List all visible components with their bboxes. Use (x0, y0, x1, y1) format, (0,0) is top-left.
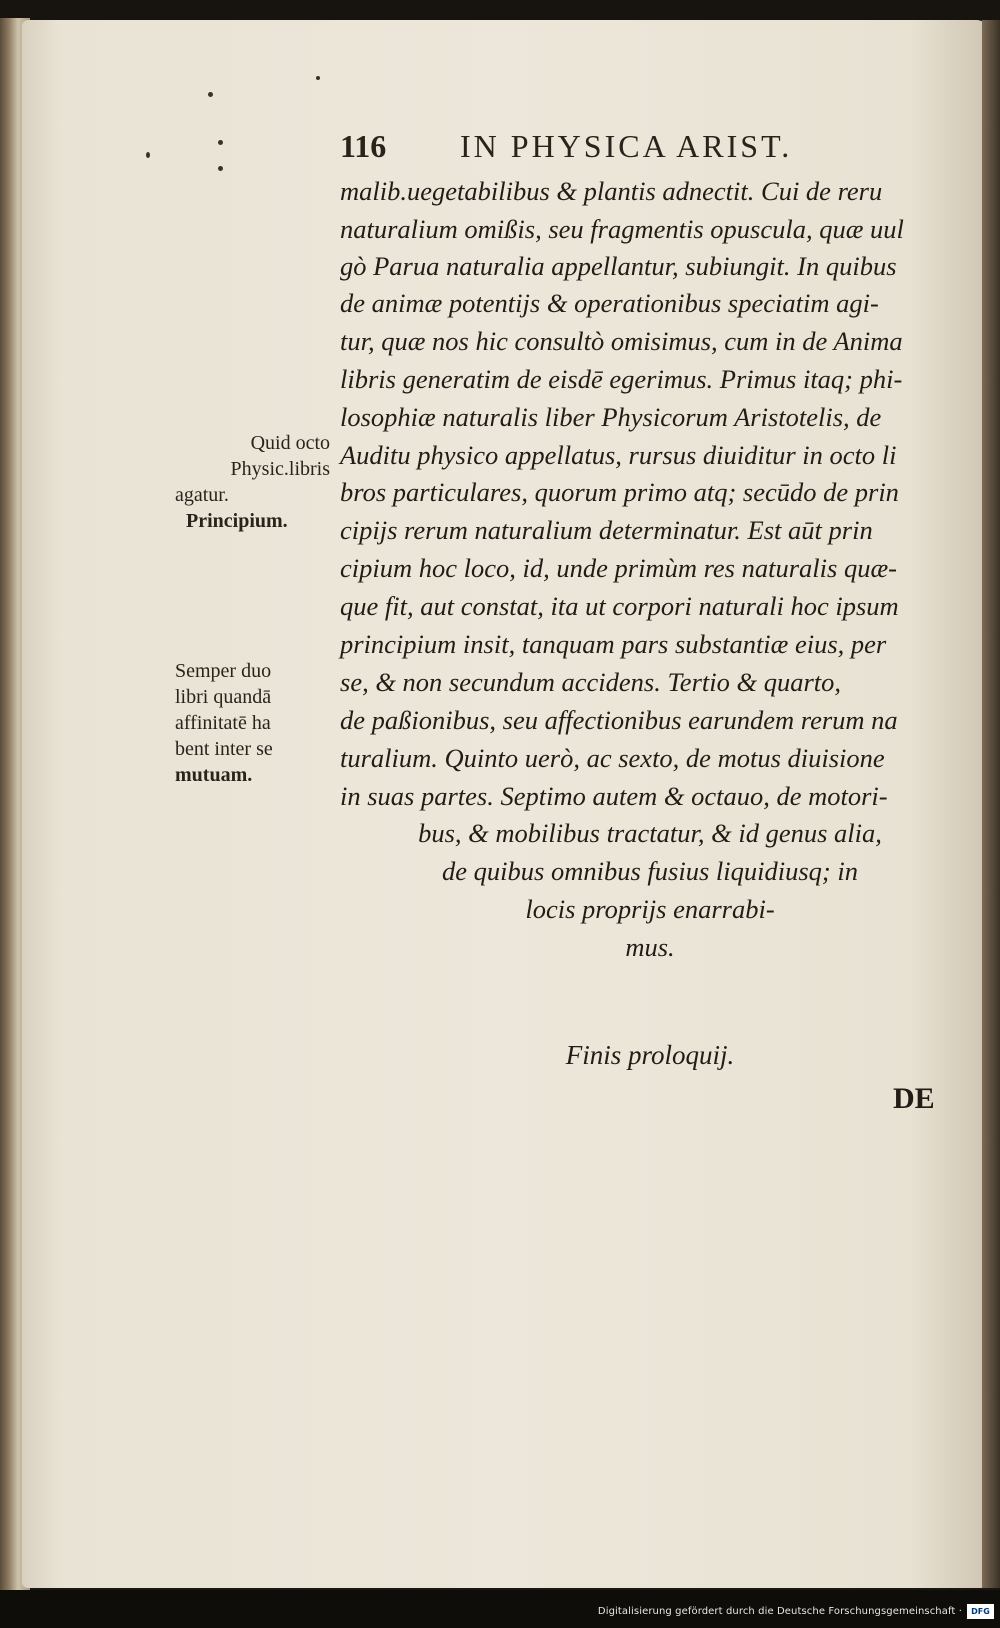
text-line: turalium. Quinto uerò, ac sexto, de motus diuisione (340, 743, 885, 773)
text-line: malib.uegetabilibus & plantis adnectit. Cui de reru (340, 176, 883, 206)
text-line: gò Parua naturalia appellantur, subiungit. In quibus (340, 251, 897, 281)
ink-speck (218, 166, 223, 171)
centered-text-line: mus. (625, 932, 675, 962)
margin-note-line: mutuam. (175, 764, 253, 786)
text-line: libris generatim de eisdē egerimus. Primus itaq; phi- (340, 364, 903, 394)
margin-note-line: affinitatē ha (175, 712, 271, 734)
text-line: Auditu physico appellatus, rursus diuiditur in octo li (340, 440, 897, 470)
text-line: principium insit, tanquam pars substantiæ eius, per (340, 629, 887, 659)
ink-speck (208, 92, 213, 97)
centered-text-line: bus, & mobilibus tractatur, & id genus alia, (418, 818, 882, 848)
text-line: cipijs rerum naturalium determinatur. Est aūt prin (340, 515, 873, 545)
text-line: tur, quæ nos hic consultò omisimus, cum in de Anima (340, 326, 903, 356)
page-number: 116 (340, 128, 387, 164)
page-header (340, 128, 880, 168)
dfg-logo: DFG (967, 1604, 994, 1619)
margin-note-line: bent inter se (175, 738, 273, 760)
text-line: in suas partes. Septimo autem & octauo, de motori- (340, 781, 888, 811)
catchword: DE (893, 1082, 935, 1115)
text-line: se, & non secundum accidens. Tertio & quarto, (340, 667, 842, 697)
ink-speck (316, 76, 320, 80)
running-title: IN PHYSICA ARIST. (460, 128, 793, 164)
margin-note-line: libri quandā (175, 686, 272, 708)
ink-speck (218, 140, 223, 145)
text-line: de paßionibus, seu affectionibus earundem rerum na (340, 705, 898, 735)
page-right-edge (982, 20, 1000, 1588)
margin-note-line: agatur. (175, 484, 229, 506)
ink-speck (146, 152, 150, 158)
closing-line: Finis proloquij. (565, 1040, 735, 1070)
centered-text-line: locis proprijs enarrabi- (525, 894, 775, 924)
scan-top-border (0, 0, 1000, 22)
margin-note-line: Principium. (186, 510, 288, 532)
centered-text-line: de quibus omnibus fusius liquidiusq; in (442, 856, 858, 886)
text-line: bros particulares, quorum primo atq; secūdo de prin (340, 477, 899, 507)
text-line: losophiæ naturalis liber Physicorum Aristotelis, de (340, 402, 882, 432)
margin-note-line: Quid octo (250, 432, 330, 454)
text-line: de animæ potentijs & operationibus speciatim agi- (340, 288, 879, 318)
digitization-credit: Digitalisierung gefördert durch die Deutsche Forschungsgemeinschaft · (597, 1606, 962, 1617)
text-line: naturalium omißis, seu fragmentis opuscula, quæ uul (340, 214, 904, 244)
text-line: cipium hoc loco, id, unde primùm res naturalis quæ- (340, 553, 897, 583)
text-line: que fit, aut constat, ita ut corpori naturali hoc ipsum (340, 591, 899, 621)
margin-note-line: Semper duo (175, 660, 272, 682)
margin-note-line: Physic.libris (230, 458, 330, 480)
